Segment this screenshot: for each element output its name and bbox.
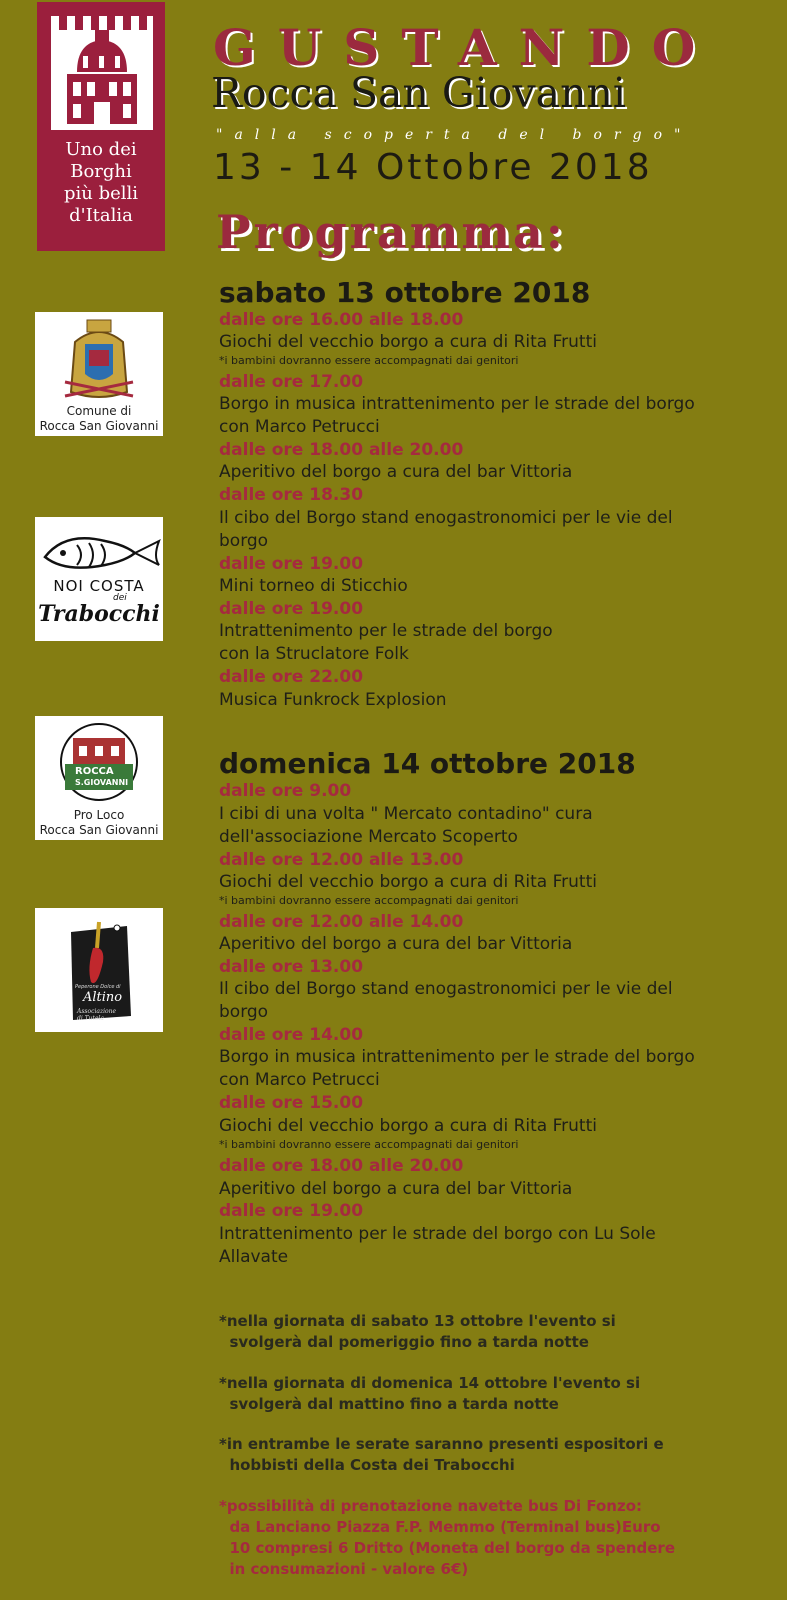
shuttle-footnote: in consumazioni - valore 6€) bbox=[219, 1560, 469, 1578]
event-note: *i bambini dovranno essere accompagnati dai genitori bbox=[219, 894, 519, 907]
pro-loco-badge-text: ROCCA bbox=[75, 766, 114, 777]
footnote: svolgerà dal pomeriggio fino a tarda notte bbox=[219, 1333, 589, 1351]
event-time: dalle ore 18.30 bbox=[219, 485, 364, 505]
event-note: *i bambini dovranno essere accompagnati dai genitori bbox=[219, 354, 519, 367]
event-desc: con Marco Petrucci bbox=[219, 1070, 380, 1090]
borghi-line: Borghi bbox=[70, 161, 132, 182]
event-time: dalle ore 12.00 alle 14.00 bbox=[219, 912, 464, 932]
event-time: dalle ore 18.00 alle 20.00 bbox=[219, 440, 464, 460]
pro-loco-badge-text: S.GIOVANNI bbox=[75, 778, 129, 787]
footnote: *nella giornata di sabato 13 ottobre l'evento si bbox=[219, 1312, 616, 1330]
event-desc: Il cibo del Borgo stand enogastronomici per le vie del bbox=[219, 979, 673, 999]
pro-loco-emblem-icon bbox=[35, 716, 163, 806]
event-desc: Musica Funkrock Explosion bbox=[219, 690, 447, 710]
event-time: dalle ore 22.00 bbox=[219, 667, 364, 687]
noi-costa-logo bbox=[35, 517, 163, 641]
event-desc: Mini torneo di Sticchio bbox=[219, 576, 408, 596]
borghi-line: più belli bbox=[63, 183, 139, 204]
event-time: dalle ore 13.00 bbox=[219, 957, 364, 977]
borghi-line: d'Italia bbox=[69, 205, 133, 226]
event-desc: Giochi del vecchio borgo a cura di Rita Frutti bbox=[219, 332, 597, 352]
event-time: dalle ore 19.00 bbox=[219, 599, 364, 619]
event-time: dalle ore 14.00 bbox=[219, 1025, 364, 1045]
event-desc: Aperitivo del borgo a cura del bar Vittoria bbox=[219, 462, 573, 482]
borghi-badge bbox=[37, 2, 165, 251]
noi-costa-trabocchi: Trabocchi bbox=[38, 601, 160, 627]
event-time: dalle ore 19.00 bbox=[219, 554, 364, 574]
shuttle-footnote: 10 compresi 6 Dritto (Moneta del borgo da spendere bbox=[219, 1539, 675, 1557]
event-time: dalle ore 18.00 alle 20.00 bbox=[219, 1156, 464, 1176]
caption-line: Pro Loco bbox=[73, 808, 125, 822]
borghi-label bbox=[37, 139, 165, 227]
event-desc: Intrattenimento per le strade del borgo bbox=[219, 621, 553, 641]
event-note: *i bambini dovranno essere accompagnati dai genitori bbox=[219, 1138, 519, 1151]
footnote: svolgerà dal mattino fino a tarda notte bbox=[219, 1395, 559, 1413]
caption-line: Rocca San Giovanni bbox=[39, 419, 159, 433]
event-dates: 13 - 14 Ottobre 2018 bbox=[213, 147, 653, 188]
event-desc: I cibi di una volta " Mercato contadino" cura bbox=[219, 804, 593, 824]
altino-name: Altino bbox=[83, 990, 123, 1005]
event-desc: Giochi del vecchio borgo a cura di Rita Frutti bbox=[219, 1116, 597, 1136]
borghi-line: Uno dei bbox=[65, 139, 137, 160]
event-desc: Aperitivo del borgo a cura del bar Vittoria bbox=[219, 934, 573, 954]
footnote: *in entrambe le serate saranno presenti espositori e bbox=[219, 1435, 664, 1453]
event-title: GUSTANDO bbox=[213, 18, 718, 77]
sunday-heading: domenica 14 ottobre 2018 bbox=[219, 747, 636, 780]
event-desc: borgo bbox=[219, 531, 269, 551]
altino-assoc: di Tutela bbox=[77, 1015, 104, 1022]
noi-costa-dei: dei bbox=[113, 593, 127, 603]
pro-loco-logo bbox=[35, 716, 163, 840]
footnote: *nella giornata di domenica 14 ottobre l'evento si bbox=[219, 1374, 641, 1392]
event-desc: Giochi del vecchio borgo a cura di Rita Frutti bbox=[219, 872, 597, 892]
shuttle-footnote: *possibilità di prenotazione navette bus Di Fonzo: bbox=[219, 1497, 643, 1515]
fish-icon bbox=[35, 517, 163, 577]
event-desc: con la Struclatore Folk bbox=[219, 644, 409, 664]
event-desc: Aperitivo del borgo a cura del bar Vittoria bbox=[219, 1179, 573, 1199]
event-time: dalle ore 17.00 bbox=[219, 372, 364, 392]
event-desc: Allavate bbox=[219, 1247, 289, 1267]
event-time: dalle ore 16.00 alle 18.00 bbox=[219, 310, 464, 330]
pro-loco-caption bbox=[35, 808, 163, 838]
event-time: dalle ore 12.00 alle 13.00 bbox=[219, 850, 464, 870]
event-time: dalle ore 19.00 bbox=[219, 1201, 364, 1221]
event-desc: Intrattenimento per le strade del borgo con Lu Sole bbox=[219, 1224, 656, 1244]
programma-heading: Programma: bbox=[216, 205, 566, 259]
event-desc: Il cibo del Borgo stand enogastronomici per le vie del bbox=[219, 508, 673, 528]
footnote: hobbisti della Costa dei Trabocchi bbox=[219, 1456, 515, 1474]
coat-of-arms-icon bbox=[35, 312, 163, 402]
caption-line: Rocca San Giovanni bbox=[39, 823, 159, 837]
altino-small-text: Peperone Dolce di bbox=[75, 984, 121, 990]
shuttle-footnote: da Lanciano Piazza F.P. Memmo (Terminal bus)Euro bbox=[219, 1518, 661, 1536]
event-desc: borgo bbox=[219, 1002, 269, 1022]
event-desc: Borgo in musica intrattenimento per le strade del borgo bbox=[219, 394, 695, 414]
event-tagline: "alla scoperta del borgo" bbox=[216, 127, 693, 143]
altino-assoc: Associazione bbox=[77, 1008, 117, 1015]
noi-costa-text: NOI COSTA bbox=[53, 577, 145, 595]
comune-caption bbox=[35, 404, 163, 434]
altino-logo bbox=[35, 908, 163, 1032]
comune-logo bbox=[35, 312, 163, 436]
event-time: dalle ore 9.00 bbox=[219, 781, 352, 801]
event-subtitle: Rocca San Giovanni bbox=[211, 69, 627, 117]
saturday-heading: sabato 13 ottobre 2018 bbox=[219, 276, 591, 309]
event-desc: dell'associazione Mercato Scoperto bbox=[219, 827, 518, 847]
event-desc: con Marco Petrucci bbox=[219, 417, 380, 437]
caption-line: Comune di bbox=[66, 404, 132, 418]
castle-icon bbox=[37, 2, 165, 137]
event-time: dalle ore 15.00 bbox=[219, 1093, 364, 1113]
event-desc: Borgo in musica intrattenimento per le strade del borgo bbox=[219, 1047, 695, 1067]
